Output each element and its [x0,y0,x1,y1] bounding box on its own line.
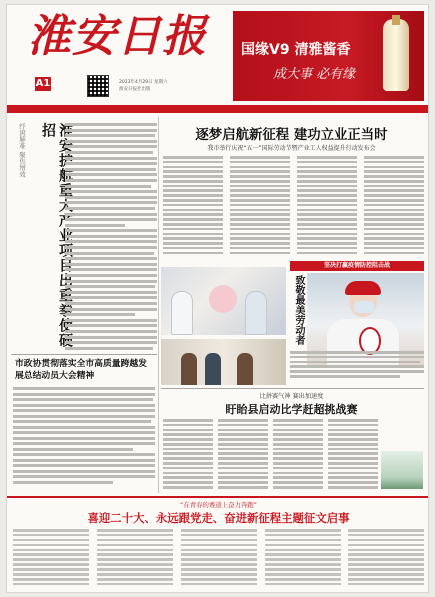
lead-headline: 淮安护航重大产业项目出重 招 [40,123,73,303]
lead-story [11,117,157,352]
main-col-4 [364,156,424,260]
bottom-col-1 [13,529,89,591]
main-col-2 [230,156,290,260]
bottom-col-5 [348,529,424,591]
bottom-headline: 喜迎二十大、永远跟党走、奋进新征程主题征文启事 [87,511,350,525]
story3-body [163,419,379,491]
lead-kicker: 纾困解难 聚焦增效 [18,123,26,178]
main-col-1 [163,156,223,260]
story3-headline: 盱眙县启动比学赶超挑战赛 [225,403,358,416]
masthead [7,5,429,103]
feature-vertical-title: 致敬最美劳动者 [293,275,304,345]
photo-workers [161,339,286,385]
section-rule-2 [161,388,424,389]
story3-kicker: 比拼赛气神 赛出加速度 [259,393,324,400]
section-rule [11,354,157,355]
story3-col-1 [163,419,213,491]
advertisement [233,11,424,101]
newspaper-page [6,4,429,593]
story2-headline: 市政协贯彻落实全市高质量跨越发展总结动员大会精神 [15,359,147,381]
edition-badge: A1 [35,78,51,89]
ad-brand: 国缘V9 清雅酱香 [241,42,351,58]
qr-code-icon [87,75,109,97]
bottom-kicker: “在青春的赛道上奋力奔跑” [180,501,257,509]
story3-col-2 [218,419,268,491]
newspaper-title: 淮安日报 [27,11,207,62]
photo-promo [381,451,423,489]
story3-col-4 [328,419,378,491]
bottom-col-2 [97,529,173,591]
main-body [163,156,425,260]
ad-slogan: 成大事 必有缘 [273,67,356,82]
bottom-rule [7,496,429,498]
header-red-bar [7,105,429,113]
main-col-3 [297,156,357,260]
story2-body [13,387,155,491]
bottle-icon [383,19,409,91]
masthead-meta [119,79,167,93]
issue-date: 2023年4月29日 星期六 [119,80,168,85]
publisher-line: 淮安日报社出版 [119,87,151,92]
main-subhead: 我市举行庆祝“五一”国际劳动节暨产业工人权益提升行动发布会 [207,145,376,152]
column-rule [158,117,159,493]
feature-banner: 坚决打赢疫情防控阻击战 [290,261,424,271]
story3-col-3 [273,419,323,491]
bottom-col-3 [181,529,257,591]
feature-caption [290,351,424,385]
lead-body [65,123,157,352]
bottom-body [13,529,424,591]
bottom-col-4 [265,529,341,591]
photo-medical-workers [161,267,286,335]
main-headline: 逐梦启航新征程 建功立业正当时 [195,127,388,143]
